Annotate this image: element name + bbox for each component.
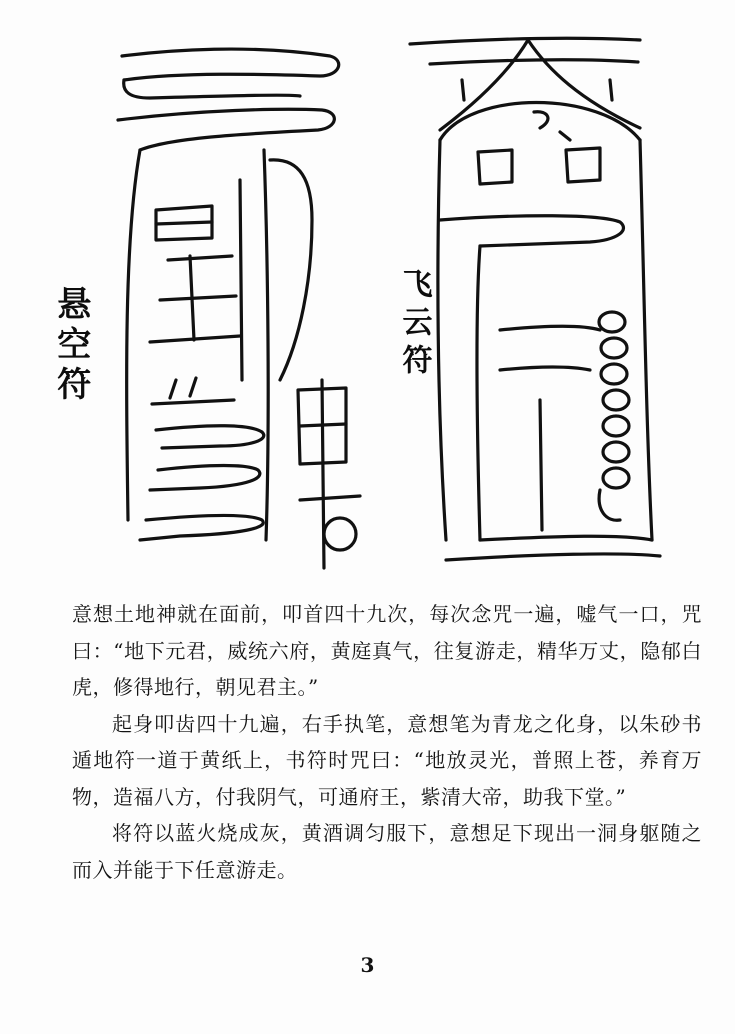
paragraph-2: 起身叩齿四十九遍，右手执笔，意想笔为青龙之化身，以朱砂书遁地符一道于黄纸上，书符时咒曰：“地放灵光，普照上苍，养育万物，造福八方，付我阴气，可通府王，紫清大帝，助我下堂。” [72, 711, 702, 809]
paragraph-3: 将符以蓝火烧成灰，黄酒调匀服下，意想足下现出一洞身躯随之而入并能于下任意游走。 [72, 821, 702, 882]
body-text [72, 596, 702, 888]
right-label-text: 飞云符 [396, 268, 432, 382]
right-talisman-label [398, 268, 430, 382]
left-label-text: 悬空符 [50, 286, 91, 406]
right-talisman-drawing [410, 38, 660, 560]
page-number: 3 [360, 953, 375, 977]
left-talisman-drawing [118, 49, 360, 568]
paragraph-1: 意想土地神就在面前，叩首四十九次，每次念咒一遍，嘘气一口，咒曰：“地下元君，威统六府，黄庭真气，往复游走，精华万丈，隐郁白虎，修得地行，朝见君主。” [72, 602, 702, 699]
left-talisman-label [50, 286, 91, 406]
